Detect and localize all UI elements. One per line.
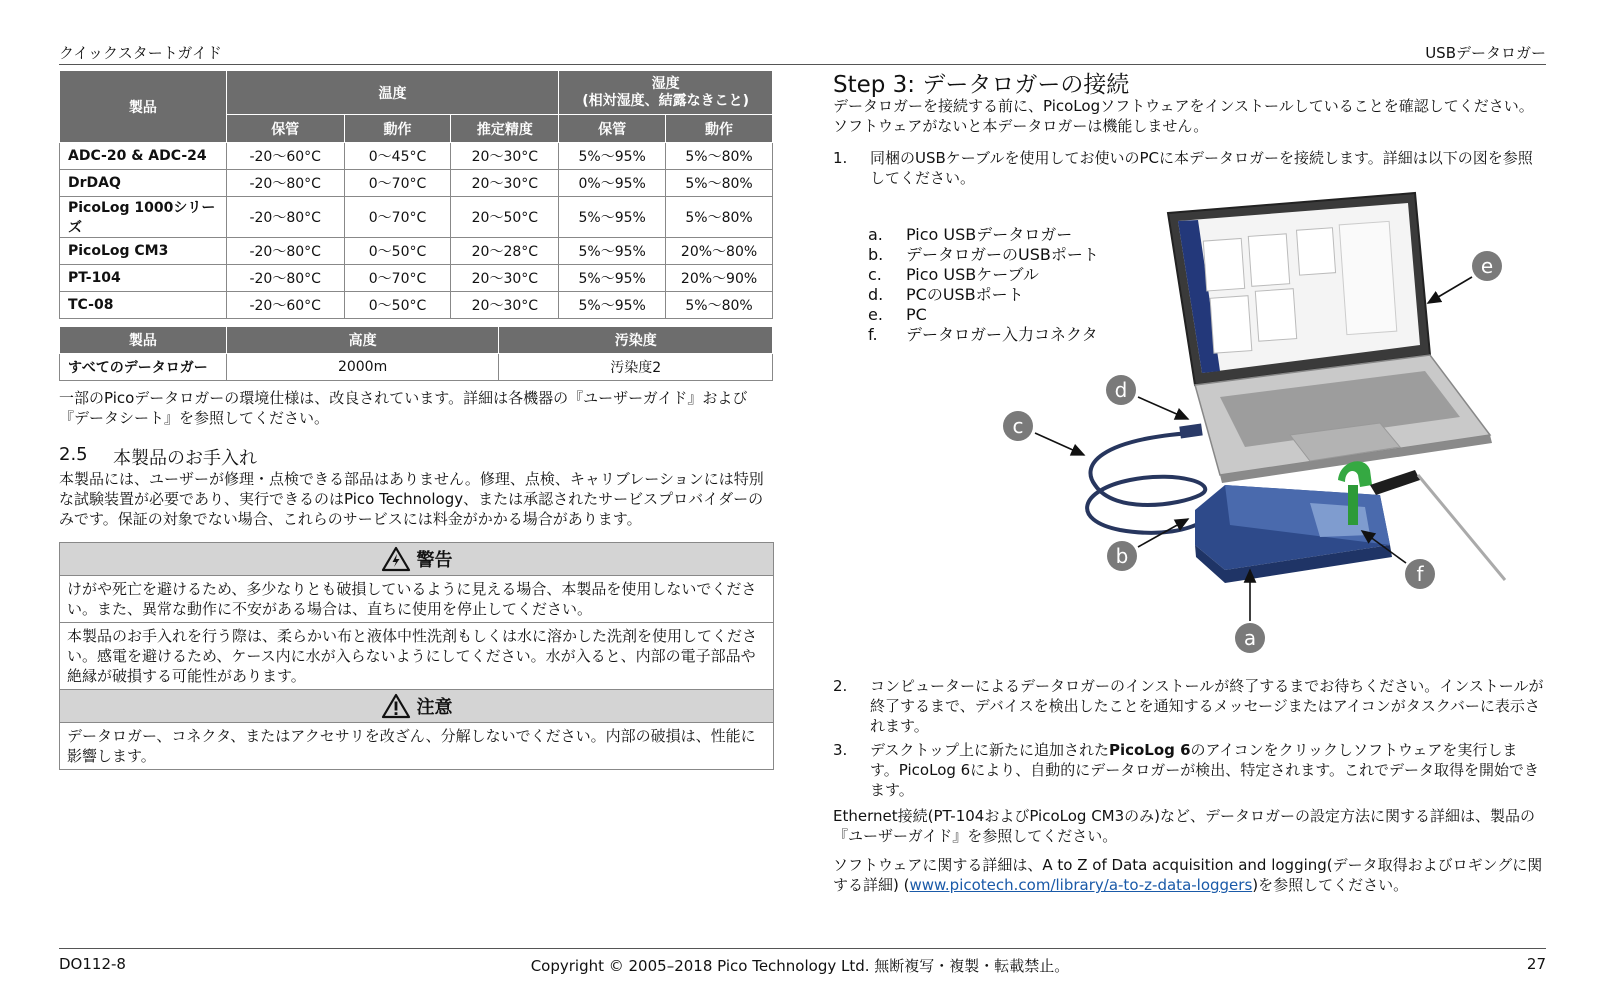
table-cell: 20%〜80% xyxy=(666,238,773,265)
table-row xyxy=(60,170,773,197)
footer-page-number: 27 xyxy=(1526,955,1546,973)
table-cell: 0〜70°C xyxy=(344,170,451,197)
table-row xyxy=(60,238,773,265)
software-note: ソフトウェアに関する詳細は、A to Z of Data acquisition and logging(データ取得およびロギングに関する詳細) (www.picotech.com/library/a-to-z-data-loggers)を参照してください。 xyxy=(833,856,1543,894)
table-row xyxy=(60,143,773,170)
table-cell: 0%〜95% xyxy=(559,170,666,197)
item1-text: 同梱のUSBケーブルを使用してお使いのPCに本データロガーを接続します。詳細は以下の図を参照してください。 xyxy=(870,149,1533,187)
header-right: USBデータロガー xyxy=(1425,44,1546,62)
table-row xyxy=(60,265,773,292)
item1-number: 1. xyxy=(833,149,848,167)
callout-e xyxy=(1428,251,1502,303)
table-cell: 5%〜80% xyxy=(666,143,773,170)
table-cell: 5%〜95% xyxy=(559,143,666,170)
sub-operating-humidity: 動作 xyxy=(666,115,773,143)
legend-item-d: d. PCのUSBポート xyxy=(868,285,1024,304)
humidity-line1: 湿度 xyxy=(651,75,680,92)
item3-text: デスクトップ上に新たに追加されたPicoLog 6のアイコンをクリックしソフトウェアを実行します。PicoLog 6により、自動的にデータロガーが検出、特定されます。これでデータ取得を開始できます。 xyxy=(870,741,1540,799)
row-product: ADC-20 & ADC-24 xyxy=(60,143,227,170)
row-product: PicoLog 1000シリーズ xyxy=(60,197,227,238)
svg-text:d: d xyxy=(1114,378,1128,402)
svg-text:c: c xyxy=(1012,414,1024,438)
sub-storage: 保管 xyxy=(226,115,344,143)
table-cell: 5%〜80% xyxy=(666,170,773,197)
callout-d xyxy=(1106,375,1188,419)
legend-item-b: b. データロガーのUSBポート xyxy=(868,245,1099,264)
sub-storage-humidity: 保管 xyxy=(559,115,666,143)
alt-row-altitude: 2000m xyxy=(226,354,499,381)
table-cell: 5%〜95% xyxy=(559,265,666,292)
caution-header xyxy=(60,689,773,722)
alt-col-altitude: 高度 xyxy=(226,327,499,354)
legend-item-e: e. PC xyxy=(868,305,927,324)
table-cell: -20〜80°C xyxy=(226,170,344,197)
callout-a xyxy=(1235,570,1265,653)
section-title: 本製品のお手入れ xyxy=(113,448,257,469)
row-product: PicoLog CM3 xyxy=(60,238,227,265)
legend-item-a: a. Pico USBデータロガー xyxy=(868,225,1073,244)
connection-diagram xyxy=(1012,185,1560,675)
item3-number: 3. xyxy=(833,741,848,759)
table-cell: 5%〜95% xyxy=(559,238,666,265)
table-cell: 20%〜90% xyxy=(666,265,773,292)
table-cell: -20〜60°C xyxy=(226,143,344,170)
alt-row-product: すべてのデータロガー xyxy=(60,354,227,381)
table-cell: 0〜50°C xyxy=(344,238,451,265)
table-cell: -20〜80°C xyxy=(226,238,344,265)
alt-row-pollution: 汚染度2 xyxy=(499,354,773,381)
table-cell: -20〜80°C xyxy=(226,197,344,238)
section-number: 2.5 xyxy=(59,444,88,465)
callout-b xyxy=(1107,519,1188,571)
table-cell: 5%〜95% xyxy=(559,197,666,238)
warning-header xyxy=(60,543,773,575)
alt-col-pollution: 汚染度 xyxy=(499,327,773,354)
svg-text:e: e xyxy=(1480,254,1494,278)
table-cell: 20〜50°C xyxy=(451,197,559,238)
table-cell: 20〜28°C xyxy=(451,238,559,265)
footer-copyright: Copyright © 2005–2018 Pico Technology Ltd. 無断複写・複製・転載禁止。 xyxy=(530,957,1070,975)
step3-intro: データロガーを接続する前に、PicoLogソフトウェアをインストールしていることを確認してください。ソフトウェアがないと本データロガーは機能しません。 xyxy=(833,97,1534,135)
item2-number: 2. xyxy=(833,677,848,695)
usb-cable-illustration xyxy=(1087,424,1205,533)
callout-f xyxy=(1362,531,1435,589)
svg-text:f: f xyxy=(1416,562,1424,586)
table-row xyxy=(60,197,773,238)
environment-table xyxy=(59,70,773,319)
table-cell: 5%〜95% xyxy=(559,292,666,319)
laptop-illustration xyxy=(1168,193,1492,483)
callout-c xyxy=(1003,411,1084,455)
table-cell: 20〜30°C xyxy=(451,265,559,292)
legend-item-c: c. Pico USBケーブル xyxy=(868,265,1039,284)
humidity-line2: (相対湿度、結露なきこと) xyxy=(582,92,750,109)
sub-operating: 動作 xyxy=(344,115,451,143)
sub-accuracy: 推定精度 xyxy=(451,115,559,143)
warning-row-2: 本製品のお手入れを行う際は、柔らかい布と液体中性洗剤もしくは水に溶かした洗剤を使用してください。感電を避けるため、ケース内に水が入らないようにしてください。水が入ると、内部の電子部品や絶縁が破損する可能性があります。 xyxy=(60,622,773,689)
header-left: クイックスタートガイド xyxy=(59,44,222,62)
caution-text: データロガー、コネクタ、またはアクセサリを改ざん、分解しないでください。内部の破損は、性能に影響します。 xyxy=(60,722,773,769)
item2-text: コンピューターによるデータロガーのインストールが終了するまでお待ちください。インストールが終了するまで、デバイスを検出したことを通知するメッセージまたはアイコンがタスクバーに表示されます。 xyxy=(870,677,1544,735)
col-humidity xyxy=(559,71,773,115)
safety-box xyxy=(59,542,774,770)
table-cell: 5%〜80% xyxy=(666,197,773,238)
table-cell: 0〜50°C xyxy=(344,292,451,319)
picotech-link[interactable]: www.picotech.com/library/a-to-z-data-loggers xyxy=(909,876,1253,894)
table-cell: 0〜45°C xyxy=(344,143,451,170)
table-cell: 0〜70°C xyxy=(344,265,451,292)
table-cell: 20〜30°C xyxy=(451,143,559,170)
env-note: 一部のPicoデータロガーの環境仕様は、改良されています。詳細は各機器の『ユーザーガイド』および『データシート』を参照してください。 xyxy=(59,389,748,427)
caution-triangle-icon xyxy=(381,693,411,719)
table-cell: 0〜70°C xyxy=(344,197,451,238)
table-cell: 20〜30°C xyxy=(451,170,559,197)
row-product: TC-08 xyxy=(60,292,227,319)
section-body: 本製品には、ユーザーが修理・点検できる部品はありません。修理、点検、キャリブレーションには特別な試験装置が必要であり、実行できるのはPico Technology、または承認されたサービスプロバイダーのみです。保証の対象でない場合、これらのサービスには料金がかかる場合があります。 xyxy=(59,470,764,528)
footer-doc-id: DO112-8 xyxy=(59,955,126,973)
row-product: DrDAQ xyxy=(60,170,227,197)
warning-triangle-icon xyxy=(381,546,411,572)
warning-row-1: けがや死亡を避けるため、多少なりとも破損しているように見える場合、本製品を使用しないでください。また、異常な動作に不安がある場合は、直ちに使用を停止してください。 xyxy=(60,575,773,622)
table-cell: -20〜80°C xyxy=(226,265,344,292)
col-temperature: 温度 xyxy=(226,71,558,115)
col-product: 製品 xyxy=(60,71,227,143)
table-cell: -20〜60°C xyxy=(226,292,344,319)
caution-title: 注意 xyxy=(416,697,453,718)
table-cell: 20〜30°C xyxy=(451,292,559,319)
svg-text:a: a xyxy=(1243,626,1257,650)
altitude-table xyxy=(59,326,773,381)
svg-text:b: b xyxy=(1115,544,1129,568)
row-product: PT-104 xyxy=(60,265,227,292)
legend-item-f: f. データロガー入力コネクタ xyxy=(868,325,1098,344)
footer-rule xyxy=(59,948,1546,949)
table-row xyxy=(60,292,773,319)
warning-title: 警告 xyxy=(416,550,453,571)
alt-col-product: 製品 xyxy=(60,327,227,354)
header-rule xyxy=(59,64,1546,65)
ethernet-note: Ethernet接続(PT-104およびPicoLog CM3のみ)など、データロガーの設定方法に関する詳細は、製品の『ユーザーガイド』を参照してください。 xyxy=(833,807,1536,845)
table-cell: 5%〜80% xyxy=(666,292,773,319)
step3-title: Step 3: データロガーの接続 xyxy=(833,72,1130,98)
